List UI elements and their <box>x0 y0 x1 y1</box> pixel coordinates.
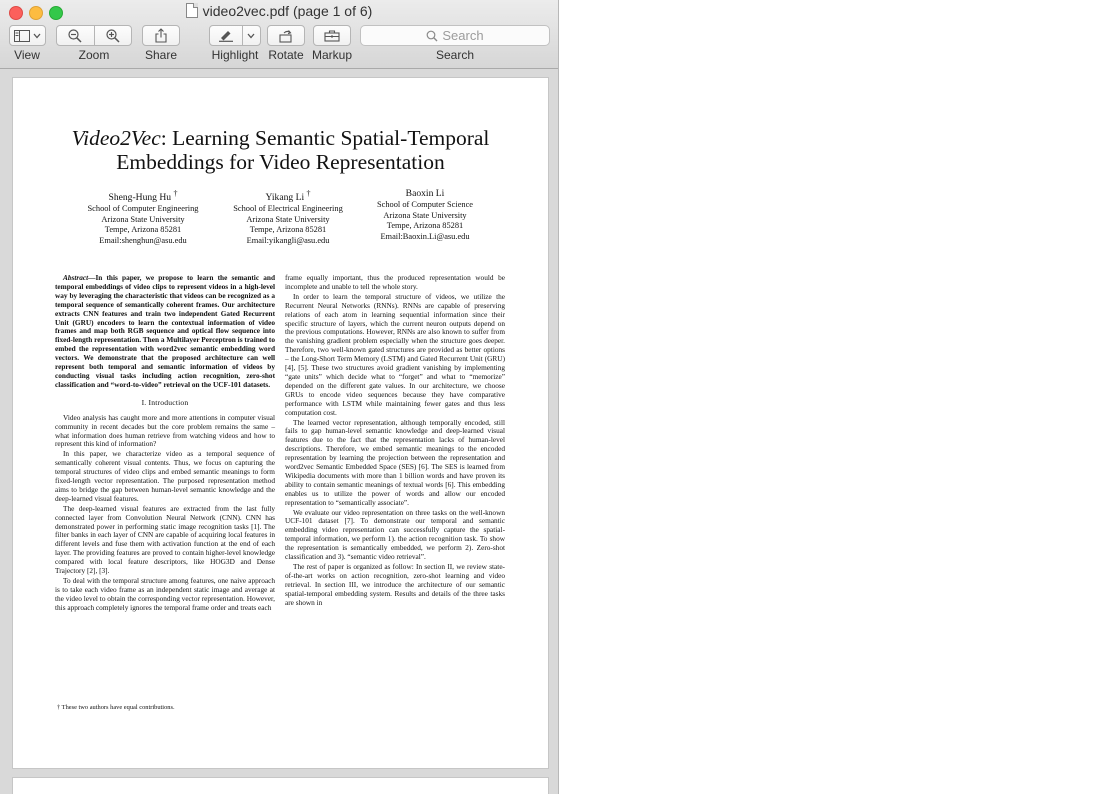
paragraph: frame equally important, thus the produced representation would be incomplete and unable to tell the whole story. <box>285 273 505 291</box>
highlighter-icon <box>218 29 234 42</box>
author-city: Tempe, Arizona 85281 <box>249 225 327 235</box>
paragraph: The deep-learned visual features are extracted from the last fully connected layer from Convolution Neural Network (CNN). CNN has demonstrated power in performing static image recognition tasks [1]. The filter banks in each layer of CNN are capable of acquiring local features in different levels and fuse them with activation function at the end of each layer. The providing features are proved to contain higher-level knowledge compared with local feature descriptors, like HOG3D and Dense Trajectory [2], [3]. <box>55 503 275 576</box>
paragraph: To deal with the temporal structure among features, one naive approach is to take each video frame as an independent static image and average at the video level to obtain the corresponding vector representation. However, this approach completely ignores the temporal frame order and treats each <box>55 576 275 612</box>
markup-button[interactable] <box>313 25 351 46</box>
window-title <box>0 3 558 19</box>
author-city: Tempe, Arizona 85281 <box>386 221 464 231</box>
chevron-down-icon <box>33 33 41 39</box>
zoom-in-button[interactable] <box>94 26 131 45</box>
markup-label: Markup <box>311 48 352 62</box>
pdf-page <box>12 77 549 769</box>
author-univ: Arizona State University <box>101 214 185 224</box>
rotate-button[interactable] <box>267 25 305 46</box>
author-mark: † <box>306 189 311 198</box>
rotate-icon <box>279 29 294 43</box>
author-name: Yikang Li <box>265 192 305 204</box>
view-button[interactable] <box>9 25 46 46</box>
author-email: Email:yikangli@asu.edu <box>246 235 330 245</box>
author-name: Sheng-Hung Hu <box>108 192 172 204</box>
left-column <box>55 274 275 613</box>
search-placeholder: Search <box>442 28 484 43</box>
author-dept: School of Electrical Engineering <box>233 204 343 214</box>
abstract-text: —In this paper, we propose to learn the semantic and temporal embeddings of video clips to represent videos in a high-level way by leveraging the characteristic that videos can be recognized as a temporal sequence of semantically coherent frames. Our architecture extracts CNN features and train two independent Gated Recurrent Unit (GRU) encoders to learn the contextual information of video frames and map both RGB sequence and optical flow sequence into fixed-length representation. Then a Multilayer Perceptron is trained to embed the representation with word2vec semantic embedding word vectors. We demonstrate that the proposed architecture can well represent both temporal and semantic information of videos by conducting visual tasks including action recognition, zero-shot classification and “word-to-video” retrieval on the UCF-101 datasets. <box>55 273 275 389</box>
paragraph: In order to learn the temporal structure of videos, we utilize the Recurrent Neural Networks (RNNs). RNNs are capable of preserving relations of each atom in learning sequential information since their specific structure of layers, which the current neuron outputs depend on the previous computations. However, RNNs are also known to suffer from the vanishing gradient problem especially when the structure goes deeper. Therefore, two well-known gated structures are provided as better options – the Long-Short Term Memory (LSTM) and Gated Recurrent Unit (GRU) [4], [5]. These two structures avoid gradient vanishing by implementing “gate units” which decide what to “forget” and what to “memorize” depended on the different gate values. In our architecture, we choose GRUs to encode video sequences because they have comparative performance with LSTM while maintaining fewer gates and thus less computation cost. <box>285 291 505 417</box>
abstract-label: Abstract <box>63 273 89 282</box>
author-univ: Arizona State University <box>383 210 467 220</box>
view-label: View <box>14 48 40 62</box>
paper-title <box>13 126 548 174</box>
title-bar[interactable] <box>0 0 558 69</box>
paragraph: The rest of paper is organized as follow: In section II, we review state-of-the-art works on action recognition, zero-shot learning and video retrieval. In section III, we introduce the architecture of our semantic spatial-temporal embedding system. Results and details of the three tasks are shown in <box>285 562 505 607</box>
author-block <box>350 188 500 242</box>
highlight-menu-button[interactable] <box>242 26 260 45</box>
author-name: Baoxin Li <box>405 188 445 199</box>
paper-title-line1: : Learning Semantic Spatial-Temporal <box>160 126 490 150</box>
zoom-out-button[interactable] <box>57 26 94 45</box>
zoom-control[interactable] <box>56 25 132 46</box>
next-pdf-page <box>12 777 549 794</box>
share-button[interactable] <box>142 25 180 46</box>
author-mark: † <box>173 189 178 198</box>
paragraph: We evaluate our video representation on three tasks on the well-known UCF-101 dataset [7]. To demonstrate our temporal and semantic embedding video representation can successfully capture the spatial-temporal information, we perform 1). the action recognition task. To show the representation is semantically embedded, we perform 2). Zero-shot classification and 3). “semantic video retrieval”. <box>285 507 505 562</box>
highlight-control[interactable] <box>209 25 261 46</box>
abstract <box>55 274 275 390</box>
document-view[interactable] <box>0 69 558 794</box>
paragraph: Video analysis has caught more and more attentions in computer visual community in recent decades but the core problem remains the same – what information does human retrieve from watching videos and how to represent this kind of information? <box>55 412 275 449</box>
zoom-out-icon <box>68 29 82 43</box>
author-dept: School of Computer Engineering <box>87 204 199 214</box>
author-email: Email:Baoxin.Li@asu.edu <box>380 231 470 241</box>
sidebar-icon <box>14 30 30 42</box>
author-univ: Arizona State University <box>246 214 330 224</box>
footnote: † These two authors have equal contributions. <box>57 704 175 711</box>
section-heading: I. Introduction <box>141 397 189 407</box>
right-column <box>285 274 505 608</box>
rotate-label: Rotate <box>268 48 304 62</box>
search-field[interactable] <box>360 25 550 46</box>
paragraph: In this paper, we characterize video as a temporal sequence of semantically coherent visual contents. Thus, we focus on capturing the temporal structures of video clips and embed semantic meanings to form fixed-length vector representation. The purposed representation method aims to bridge the gap between human-level semantic knowledge and the deep-learned visual features. <box>55 449 275 503</box>
highlight-button[interactable] <box>210 26 242 45</box>
window-title-text: video2vec.pdf (page 1 of 6) <box>202 3 373 19</box>
chevron-down-icon <box>247 33 255 39</box>
paragraph: The learned vector representation, although temporally encoded, still fails to gap human-level semantic knowledge and deep-learned visual features due to the fact that the representation lacks of human-level descriptions. Therefore, we embed semantic meanings to the encoded representation by learning the projection between the representation and word2vec Semantic Embedded Space (SES) [6]. The SES is learned from Wikipedia documents with more than 1 billion words and have proven its ability to contain semantic meanings of textual words [6]. This embedding enables us to utilize the power of words and allow our encoded representation to “semantically associate”. <box>285 417 505 507</box>
author-block <box>213 188 363 247</box>
share-label: Share <box>144 48 178 62</box>
search-label: Search <box>435 48 475 62</box>
zoom-label: Zoom <box>78 48 110 62</box>
highlight-label: Highlight <box>211 48 259 62</box>
search-icon <box>426 30 438 42</box>
paper-title-italic: Video2Vec <box>71 126 161 150</box>
author-city: Tempe, Arizona 85281 <box>104 225 182 235</box>
paper-title-line2: Embeddings for Video Representation <box>116 150 445 174</box>
toolbox-icon <box>324 30 340 42</box>
author-dept: School of Computer Science <box>376 200 474 209</box>
share-icon <box>155 28 167 43</box>
author-email: Email:shenghun@asu.edu <box>99 235 187 245</box>
pdf-document-icon <box>186 3 198 18</box>
author-block <box>68 188 218 247</box>
zoom-in-icon <box>106 29 120 43</box>
